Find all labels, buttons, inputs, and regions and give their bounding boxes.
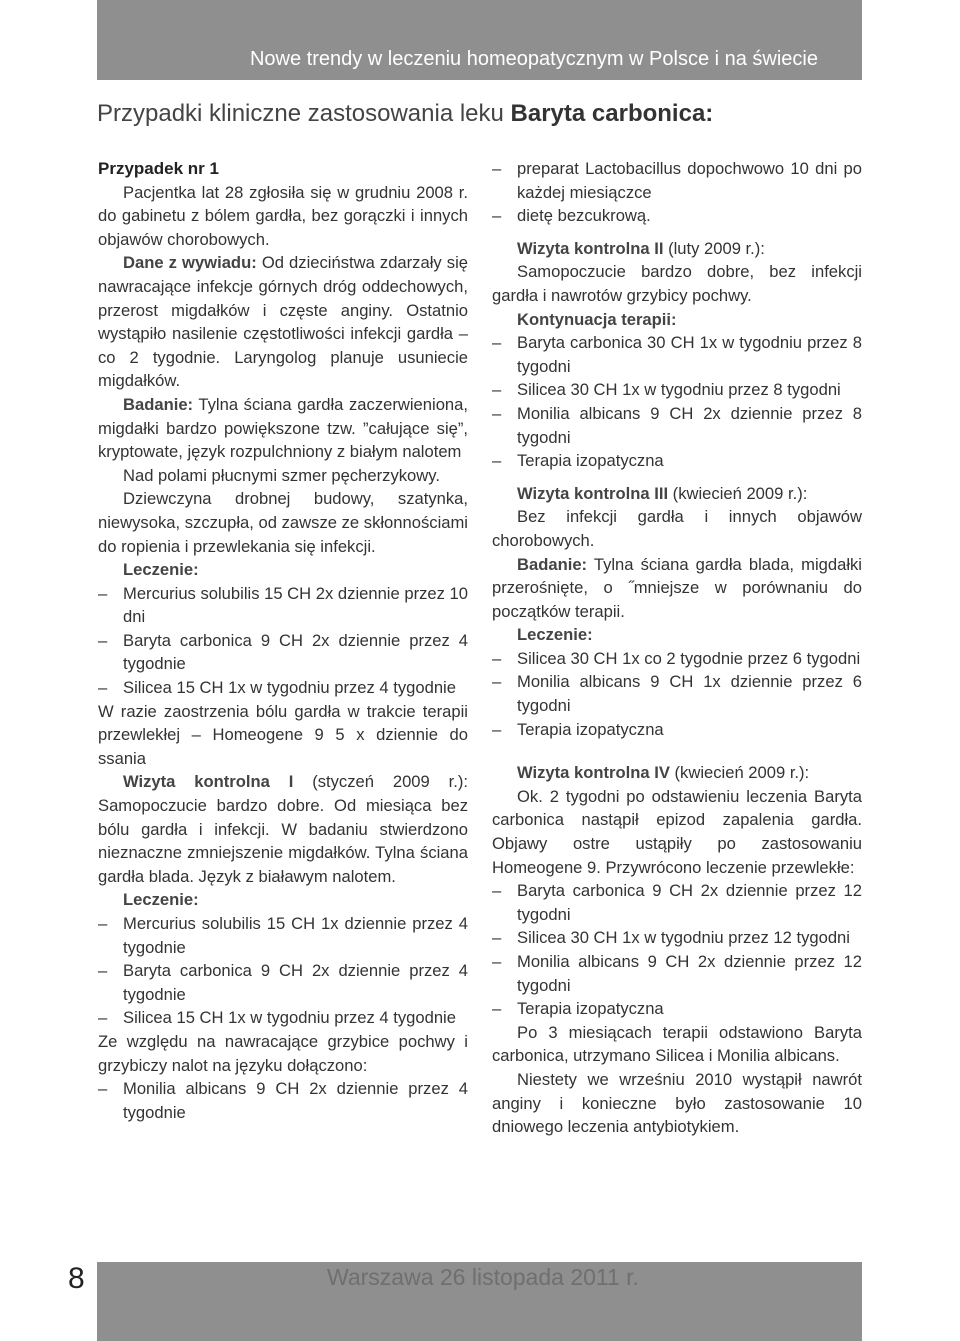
after3months-paragraph: Po 3 miesiącach terapii odstawiono Baryta carbonica, utrzymano Silicea i Monilia albicans. — [492, 1022, 862, 1066]
list-item: – Silicea 30 CH 1x w tygodniu przez 12 tygodni — [492, 926, 862, 950]
list-item: – Baryta carbonica 9 CH 2x dziennie przez 4 tygodnie — [98, 629, 468, 676]
visit2-label: Wizyta kontrolna II — [517, 238, 664, 258]
list-item: – Baryta carbonica 30 CH 1x w tygodniu przez 8 tygodni — [492, 331, 862, 378]
list-item: – Baryta carbonica 9 CH 2x dziennie przez 4 tygodnie — [98, 959, 468, 1006]
visit4-label: Wizyta kontrolna IV — [517, 763, 670, 783]
visit3-paragraph: Bez infekcji gardła i innych objawów chorobowych. — [492, 507, 862, 550]
list-item: – Terapia izopatyczna — [492, 997, 862, 1021]
list-item: – Mercurius solubilis 15 CH 1x dziennie przez 4 tygodnie — [98, 912, 468, 959]
intro-paragraph: Pacjentka lat 28 zgłosiła się w grudniu 2008 r. do gabinetu z bólem gardła, bez gorączki i innych objawów chorobowych. — [98, 182, 468, 249]
treatment-label: Leczenie: — [123, 560, 199, 580]
exam-paragraph: Badanie: Tylna ściana gardła zaczerwieniona, migdałki bardzo powiększone tzw. ”całujące się”, kryptowate, język rozpulchniony z białym nalotem — [98, 394, 468, 462]
visit3-heading: Wizyta kontrolna III (kwiecień 2009 r.): — [517, 483, 808, 503]
list-item: – Monilia albicans 9 CH 2x dziennie przez 12 tygodni — [492, 950, 862, 997]
left-column — [98, 157, 468, 1124]
list-item: – preparat Lactobacillus dopochwowo 10 dni po każdej miesiączce — [492, 157, 862, 204]
list-item: – Mercurius solubilis 15 CH 2x dziennie przez 10 dni — [98, 582, 468, 629]
list-item: – Monilia albicans 9 CH 1x dziennie przez 6 tygodni — [492, 670, 862, 717]
treatment2-label: Leczenie: — [123, 890, 199, 910]
list-item: – Monilia albicans 9 CH 2x dziennie przez 8 tygodni — [492, 402, 862, 449]
history-paragraph: Dane z wywiadu: Od dzieciństwa zdarzały się nawracające infekcje górnych dróg oddechowych, przerost migdałków i częste anginy. Ostatnio wystąpiło nasilenie częstotliwości infekcji gardła – co 2 tygodnie. Laryngolog planuje usuniecie migdałków. — [98, 253, 468, 391]
visit4-paragraph: Ok. 2 tygodni po odstawieniu leczenia Baryta carbonica nastąpił epizod zapalenia gardła. Objawy ostre ustąpiły po zastosowaniu Homeogene 9. Przywrócono leczenie przewlekłe: — [492, 786, 862, 877]
exam3-label: Badanie: — [517, 554, 588, 574]
list-item: – Baryta carbonica 9 CH 2x dziennie przez 12 tygodni — [492, 879, 862, 926]
visit1-paragraph: Wizyta kontrolna I (styczeń 2009 r.): Samopoczucie bardzo dobre. Od miesiąca bez bólu gardła i infekcji. W badaniu stwierdzono nieznaczne zmniejszenie migdałków. Tylna ściana gardła blada. Język z białawym nalotem. — [98, 772, 468, 886]
visit2-paragraph: Samopoczucie bardzo dobre, bez infekcji gardła i nawrotów grzybicy pochwy. — [492, 262, 862, 305]
list-item: – Terapia izopatyczna — [492, 718, 862, 742]
list-item: – Monilia albicans 9 CH 2x dziennie przez 4 tygodnie — [98, 1077, 468, 1124]
running-header: Nowe trendy w leczeniu homeopatycznym w Polsce i na świecie — [249, 48, 818, 70]
lungs-paragraph: Nad polami płucnymi szmer pęcherzykowy. — [123, 465, 440, 485]
visit3-label: Wizyta kontrolna III — [517, 483, 669, 503]
exacerbation-paragraph: W razie zaostrzenia bólu gardła w trakcie terapii przewlekłej – Homeogene 9 5 x dziennie do ssania — [98, 701, 468, 768]
exam-label: Badanie: — [123, 394, 194, 414]
article-title: Przypadki kliniczne zastosowania leku Baryta carbonica: — [97, 100, 714, 127]
case-title: Przypadek nr 1 — [98, 159, 219, 178]
visit2-heading: Wizyta kontrolna II (luty 2009 r.): — [517, 238, 765, 258]
page-number: 8 — [68, 1262, 85, 1295]
continuation-label: Kontynuacja terapii: — [517, 309, 677, 329]
fungal-paragraph: Ze względu na nawracające grzybice pochwy i grzybiczy nalot na języku dołączono: — [98, 1031, 468, 1075]
right-column — [492, 157, 862, 1139]
list-item: – Silicea 30 CH 1x co 2 tygodnie przez 6 tygodni — [492, 647, 862, 671]
list-item: – Silicea 15 CH 1x w tygodniu przez 4 tygodnie — [98, 1006, 468, 1030]
history-label: Dane z wywiadu: — [123, 253, 257, 273]
visit1-label: Wizyta kontrolna I — [123, 772, 294, 792]
visit4-heading: Wizyta kontrolna IV (kwiecień 2009 r.): — [517, 763, 810, 783]
treatment3-label: Leczenie: — [517, 625, 593, 645]
list-item: – dietę bezcukrową. — [492, 204, 862, 228]
build-paragraph: Dziewczyna drobnej budowy, szatynka, niewysoka, szczupła, od zawsze ze skłonnościami do ropienia i przewlekania się infekcji. — [98, 489, 468, 556]
list-item: – Silicea 30 CH 1x w tygodniu przez 8 tygodni — [492, 378, 862, 402]
footer-text: Warszawa 26 listopada 2011 r. — [327, 1264, 639, 1290]
relapse-paragraph: Niestety we wrześniu 2010 wystąpił nawrót anginy i konieczne było zastosowanie 10 dniowego leczenia antybiotykiem. — [492, 1069, 862, 1137]
list-item: – Terapia izopatyczna — [492, 449, 862, 473]
footer-bar — [97, 1262, 862, 1341]
list-item: – Silicea 15 CH 1x w tygodniu przez 4 tygodnie — [98, 676, 468, 700]
exam3-paragraph: Badanie: Tylna ściana gardła blada, migdałki przerośnięte, o ˝mniejsze w porównaniu do początków terapii. — [492, 554, 862, 621]
header-bar — [97, 0, 862, 80]
